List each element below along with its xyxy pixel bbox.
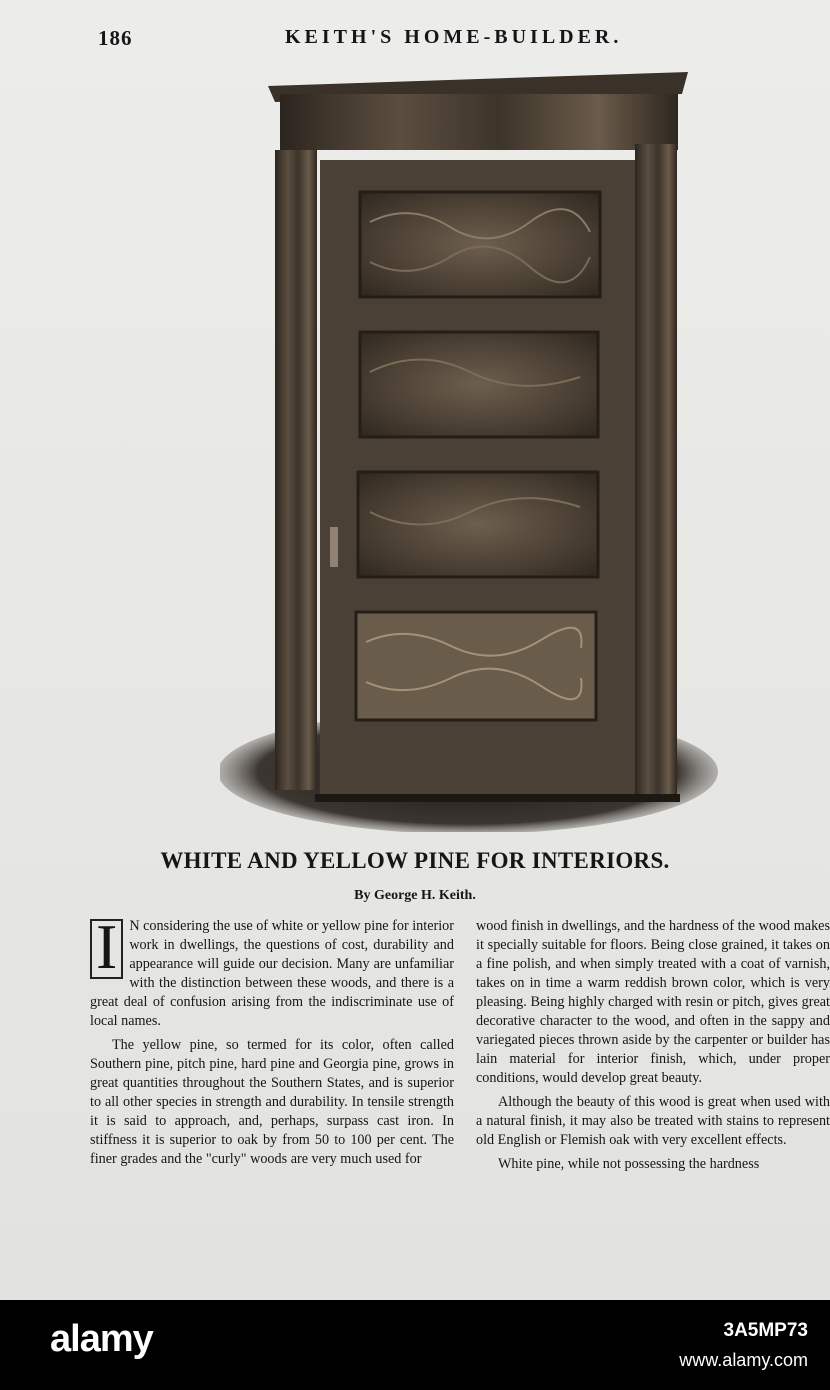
door-panel-4 — [356, 612, 596, 720]
article-byline: By George H. Keith. — [354, 888, 476, 903]
door-lock-plate — [330, 527, 338, 567]
page-number: 186 — [98, 26, 133, 50]
drop-cap: I — [90, 919, 123, 979]
door-panel-2 — [360, 332, 598, 437]
article-paragraph: White pine, while not possessing the hardness — [498, 1156, 760, 1172]
article-paragraph: Although the beauty of this wood is great when used with a natural finish, it may also be treated with stains to represent old English or Flemish oak with very excellent effects. — [476, 1094, 830, 1148]
door-left-casing — [275, 150, 317, 790]
article-column-right — [476, 917, 830, 1174]
paragraph-text: N considering the use of white or yellow pine for interior work in dwellings, the questions of cost, durability and appearance will guide our decision. Many are unfamiliar with the distinction between these woods, and there is a great deal of confusion arising from the indiscriminate use of local names. — [90, 918, 454, 1029]
door-right-casing — [635, 144, 677, 799]
article-paragraph: The yellow pine, so termed for its color, often called Southern pine, pitch pine, hard pine and Georgia pine, grows in great quantities throughout the Southern States, and is superior to all other species in strength and durability. In tensile strength it is said to approach, and, perhaps, surpass cast iron. In stiffness it is superior to oak by from 50 to 100 per cent. The finer grades and the "curly" woods are very much used for — [90, 1037, 454, 1167]
door-threshold — [315, 794, 680, 802]
stock-url: www.alamy.com — [679, 1350, 808, 1370]
door-illustration — [220, 72, 720, 832]
door-head-casing — [280, 94, 678, 150]
running-head: KEITH'S HOME-BUILDER. — [285, 26, 623, 48]
article-paragraph: wood finish in dwellings, and the hardness of the wood makes it specially suitable for floors. Being close grained, it takes on a fine polish, and when simply treated with a coat of varnish, takes on in time a warm reddish brown color, which is very pleasing. Being highly charged with resin or pitch, gives great decorative character to the wood, and often in the sappy and variegated pieces thrown aside by the carpenter or builder has lain material for interior finish, which, under proper conditions, would develop great beauty. — [476, 918, 830, 1086]
door-panel-3 — [358, 472, 598, 577]
article-title: WHITE AND YELLOW PINE FOR INTERIORS. — [160, 848, 670, 873]
article-paragraph — [90, 911, 454, 1031]
article-column-left — [90, 911, 454, 1169]
stock-logo: alamy — [50, 1318, 153, 1360]
stock-image-id: 3A5MP73 — [723, 1320, 808, 1341]
